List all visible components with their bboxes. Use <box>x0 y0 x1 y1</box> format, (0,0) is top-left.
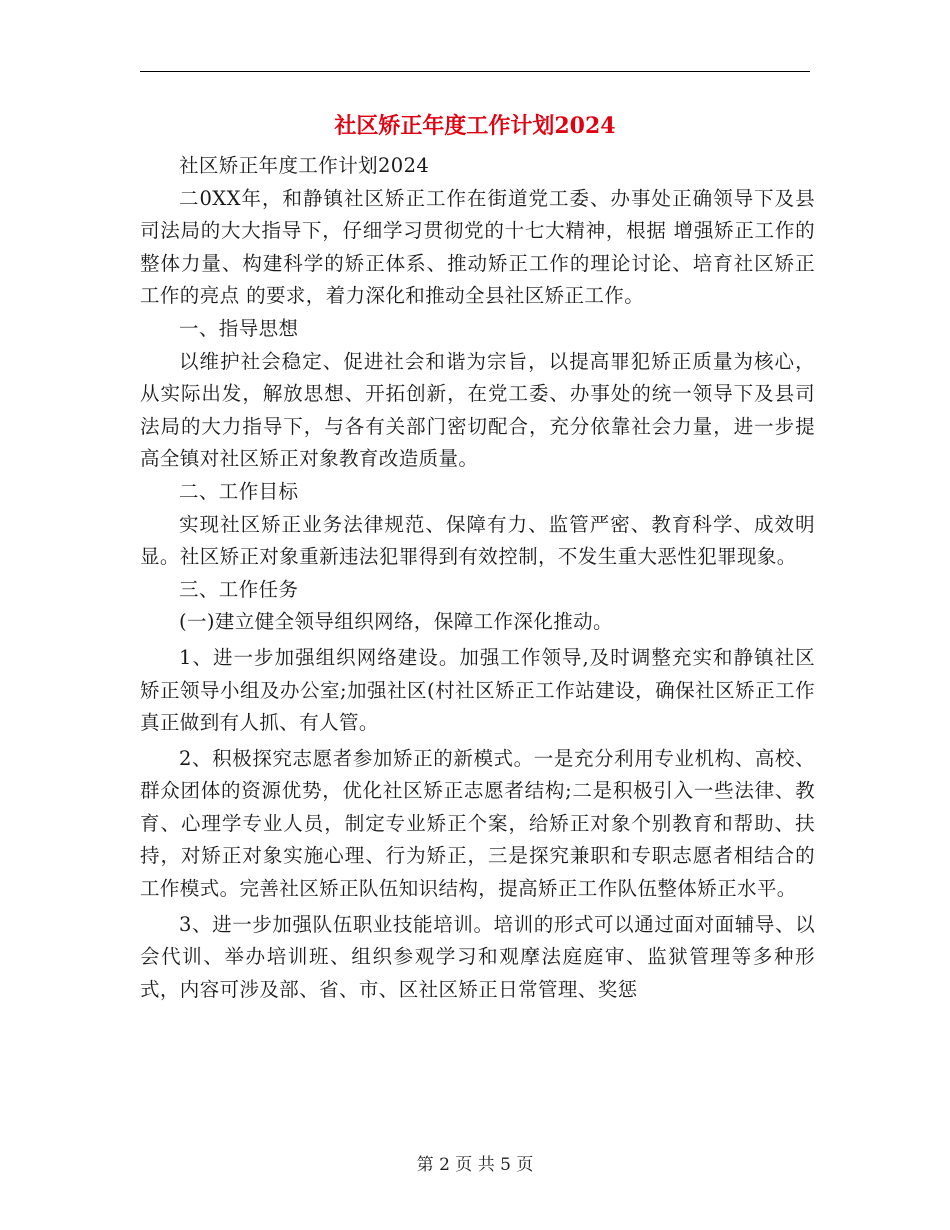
paragraph-guiding-ideology: 以维护社会稳定、促进社会和谐为宗旨，以提高罪犯矫正质量为核心，从实际出发，解放思想、开拓创新，在党工委、办事处的统一领导下及县司法局的大力指导下，与各有关部门密切配合，充分依靠社会力量，进一步提高全镇对社区矫正对象教育改造质量。 <box>140 349 815 471</box>
paragraph-task-1-3: 3、进一步加强队伍职业技能培训。培训的形式可以通过面对面辅导、以会代训、举办培训班、组织参观学习和观摩法庭庭审、监狱管理等多种形式，内容可涉及部、省、市、区社区矫正日常管理、奖惩 <box>140 912 815 1001</box>
header-rule <box>140 71 810 72</box>
paragraph-task-1-1: 1、进一步加强组织网络建设。加强工作领导,及时调整充实和静镇社区矫正领导小组及办公室;加强社区(村社区矫正工作站建设，确保社区矫正工作真正做到有人抓、有人管。 <box>140 645 815 735</box>
heading-work-tasks: 三、工作任务 <box>179 577 299 601</box>
heading-work-goals: 二、工作目标 <box>179 479 299 503</box>
paragraph-subtitle: 社区矫正年度工作计划2024 <box>179 154 430 177</box>
document-body <box>140 150 815 1006</box>
page-number-footer: 第 2 页 共 5 页 <box>416 1155 534 1175</box>
paragraph-task-1-2: 2、积极探究志愿者参加矫正的新模式。一是充分利用专业机构、高校、群众团体的资源优势，优化社区矫正志愿者结构;二是积极引入一些法律、教育、心理学专业人员，制定专业矫正个案，给矫正对象个别教育和帮助、扶持，对矫正对象实施心理、行为矫正，三是探究兼职和专职志愿者相结合的工作模式。完善社区矫正队伍知识结构，提高矫正工作队伍整体矫正水平。 <box>140 746 815 901</box>
paragraph-intro: 二0XX年，和静镇社区矫正工作在街道党工委、办事处正确领导下及县司法局的大大指导下，仔细学习贯彻党的十七大精神，根据 增强矫正工作的整体力量、构建科学的矫正体系、推动矫正工作的理论讨论、培育社区矫正工作的亮点 的要求，着力深化和推动全县社区矫正工作。 <box>140 186 815 308</box>
heading-guiding-ideology: 一、指导思想 <box>179 316 299 340</box>
document-title: 社区矫正年度工作计划2024 <box>334 113 616 139</box>
paragraph-work-goals: 实现社区矫正业务法律规范、保障有力、监管严密、教育科学、成效明显。社区矫正对象重新违法犯罪得到有效控制，不发生重大恶性犯罪现象。 <box>140 512 815 569</box>
subheading-task-1: (一)建立健全领导组织网络，保障工作深化推动。 <box>179 610 613 634</box>
